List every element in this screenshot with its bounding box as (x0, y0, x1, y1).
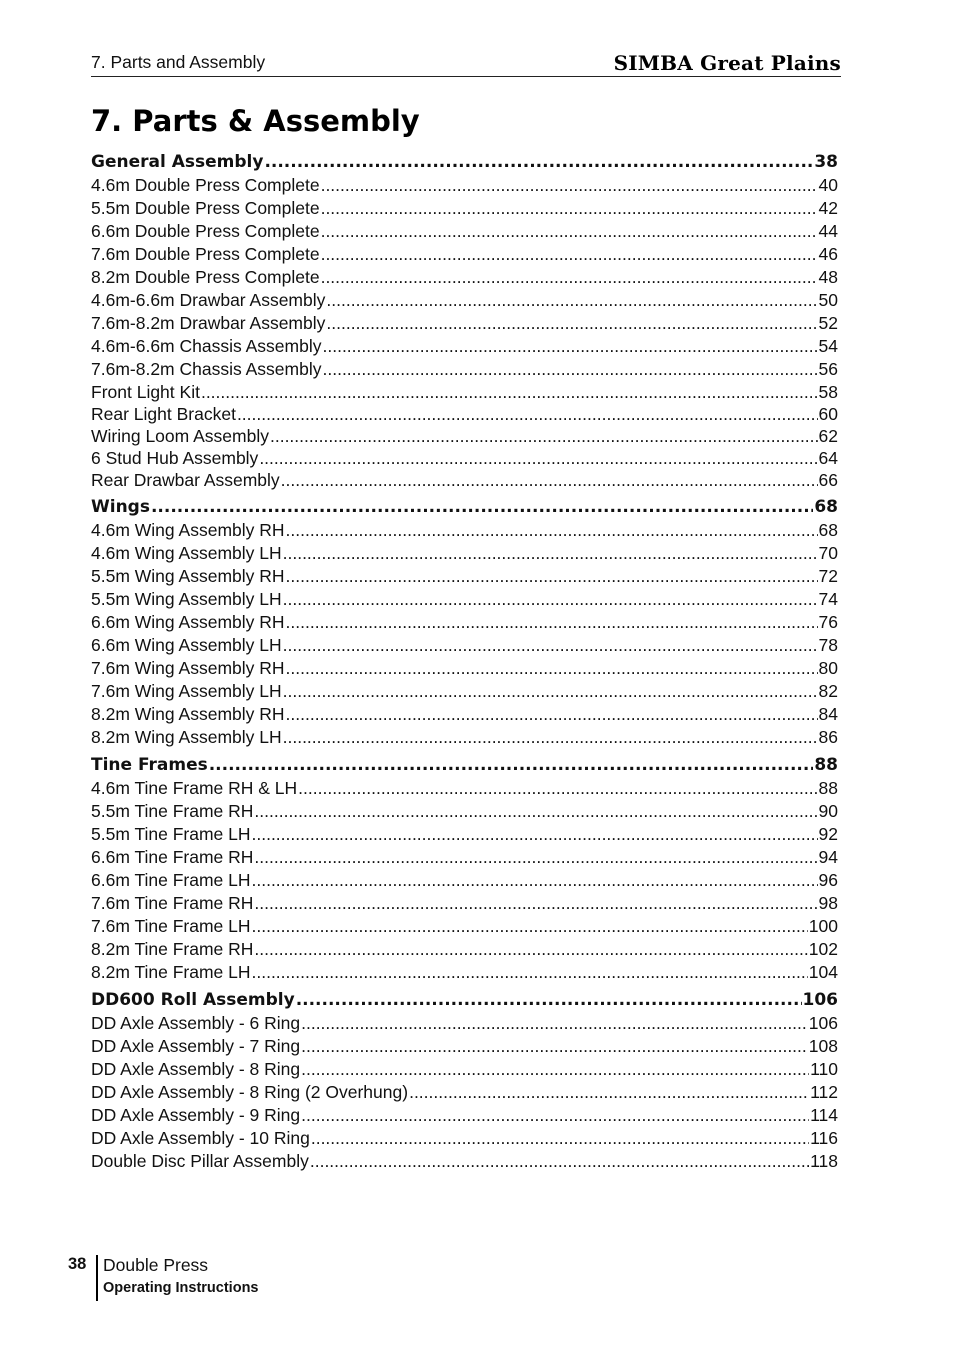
page-header (91, 50, 841, 77)
footer-page-number: 38 (68, 1255, 87, 1273)
toc-entry-label: Rear Drawbar Assembly (91, 470, 280, 490)
toc-section-heading[interactable] (91, 989, 838, 1012)
toc-entry[interactable] (91, 938, 838, 961)
toc-page-number: 94 (818, 847, 838, 867)
toc-entry-label: Double Disc Pillar Assembly (91, 1151, 309, 1171)
toc-dot-leader (301, 1104, 809, 1127)
toc-page-number: 40 (818, 175, 838, 195)
toc-entry[interactable] (91, 197, 838, 220)
toc-dot-leader (264, 151, 813, 174)
toc-dot-leader (286, 611, 818, 634)
toc-dot-leader (252, 869, 818, 892)
toc-page-number: 46 (818, 244, 838, 264)
toc-dot-leader (409, 1081, 809, 1104)
toc-entry-label: 5.5m Double Press Complete (91, 198, 320, 218)
toc-dot-leader (283, 634, 818, 657)
toc-page-number: 96 (818, 870, 838, 890)
toc-dot-leader (252, 915, 808, 938)
toc-entry[interactable] (91, 403, 838, 425)
toc-entry[interactable] (91, 425, 838, 447)
toc-dot-leader (323, 358, 818, 381)
toc-entry[interactable] (91, 1012, 838, 1035)
footer-divider (96, 1255, 98, 1301)
toc-entry-label: Tine Frames (91, 755, 208, 775)
toc-entry-label: 6.6m Wing Assembly LH (91, 635, 282, 655)
toc-page-number: 88 (814, 755, 838, 775)
toc-entry-label: 4.6m Double Press Complete (91, 175, 320, 195)
toc-entry-label: 7.6m Tine Frame RH (91, 893, 254, 913)
toc-entry-label: 4.6m Wing Assembly LH (91, 543, 282, 563)
toc-dot-leader (301, 1035, 808, 1058)
toc-page-number: 48 (818, 267, 838, 287)
toc-page-number: 90 (818, 801, 838, 821)
toc-entry-label: Rear Light Bracket (91, 404, 236, 424)
toc-entry-label: 7.6m-8.2m Drawbar Assembly (91, 313, 326, 333)
toc-entry[interactable] (91, 174, 838, 197)
toc-page-number: 76 (818, 612, 838, 632)
toc-dot-leader (254, 938, 807, 961)
toc-entry-label: 8.2m Double Press Complete (91, 267, 320, 287)
toc-entry[interactable] (91, 588, 838, 611)
toc-page-number: 98 (818, 893, 838, 913)
footer-document-subtitle: Operating Instructions (103, 1280, 259, 1296)
brand-logo-text: SIMBA Great Plains (613, 51, 841, 75)
toc-dot-leader (151, 496, 813, 519)
toc-entry-label: General Assembly (91, 152, 264, 172)
toc-page-number: 112 (810, 1082, 838, 1102)
toc-page-number: 60 (818, 404, 838, 424)
toc-entry[interactable] (91, 846, 838, 869)
toc-dot-leader (301, 1058, 809, 1081)
toc-dot-leader (254, 800, 817, 823)
toc-entry-label: 6.6m Tine Frame RH (91, 847, 254, 867)
toc-page-number: 84 (818, 704, 838, 724)
toc-entry-label: DD Axle Assembly - 10 Ring (91, 1128, 310, 1148)
toc-page-number: 70 (818, 543, 838, 563)
toc-entry-label: Wiring Loom Assembly (91, 426, 269, 446)
toc-entry-label: 5.5m Wing Assembly RH (91, 566, 285, 586)
toc-page-number: 62 (818, 426, 838, 446)
toc-entry-label: 7.6m-8.2m Chassis Assembly (91, 359, 322, 379)
toc-page-number: 44 (818, 221, 838, 241)
toc-page-number: 86 (818, 727, 838, 747)
toc-dot-leader (326, 312, 817, 335)
toc-page-number: 72 (818, 566, 838, 586)
toc-entry[interactable] (91, 335, 838, 358)
toc-dot-leader (321, 174, 818, 197)
toc-entry-label: 6.6m Wing Assembly RH (91, 612, 285, 632)
page-title: 7. Parts & Assembly (91, 104, 420, 138)
toc-page-number: 58 (818, 382, 838, 402)
toc-entry[interactable] (91, 869, 838, 892)
toc-dot-leader (283, 588, 818, 611)
toc-entry-label: DD Axle Assembly - 8 Ring (2 Overhung) (91, 1082, 409, 1102)
toc-entry-label: Wings (91, 497, 150, 517)
toc-entry[interactable] (91, 243, 838, 266)
toc-entry[interactable] (91, 381, 838, 403)
toc-entry[interactable] (91, 1104, 838, 1127)
toc-entry-label: 7.6m Wing Assembly RH (91, 658, 285, 678)
toc-entry[interactable] (91, 312, 838, 335)
toc-entry[interactable] (91, 1150, 838, 1173)
table-of-contents (91, 151, 838, 1173)
toc-page-number: 102 (808, 939, 838, 959)
toc-entry-label: 8.2m Tine Frame RH (91, 939, 254, 959)
toc-section-heading[interactable] (91, 496, 838, 519)
toc-dot-leader (252, 961, 808, 984)
toc-section-heading[interactable] (91, 754, 838, 777)
toc-dot-leader (281, 469, 818, 491)
toc-entry[interactable] (91, 1127, 838, 1150)
toc-dot-leader (311, 1127, 809, 1150)
toc-page-number: 92 (818, 824, 838, 844)
toc-dot-leader (286, 565, 818, 588)
toc-dot-leader (321, 197, 818, 220)
toc-dot-leader (326, 289, 817, 312)
toc-entry[interactable] (91, 961, 838, 984)
toc-dot-leader (286, 657, 818, 680)
toc-entry-label: 5.5m Tine Frame LH (91, 824, 251, 844)
toc-entry-label: 5.5m Wing Assembly LH (91, 589, 282, 609)
toc-dot-leader (254, 846, 817, 869)
footer-document-title: Double Press (103, 1255, 209, 1275)
toc-dot-leader (201, 381, 818, 403)
toc-entry-label: DD600 Roll Assembly (91, 990, 295, 1010)
toc-entry-label: 8.2m Tine Frame LH (91, 962, 251, 982)
toc-entry[interactable] (91, 1035, 838, 1058)
toc-dot-leader (321, 220, 818, 243)
toc-entry[interactable] (91, 680, 838, 703)
toc-entry[interactable] (91, 358, 838, 381)
toc-page-number: 80 (818, 658, 838, 678)
toc-entry[interactable] (91, 800, 838, 823)
toc-dot-leader (270, 425, 818, 447)
toc-page-number: 110 (810, 1059, 838, 1079)
toc-entry-label: 4.6m-6.6m Chassis Assembly (91, 336, 322, 356)
toc-page-number: 106 (808, 1013, 838, 1033)
toc-entry[interactable] (91, 266, 838, 289)
toc-entry[interactable] (91, 777, 838, 800)
toc-entry-label: 8.2m Wing Assembly RH (91, 704, 285, 724)
toc-entry[interactable] (91, 657, 838, 680)
toc-page-number: 50 (818, 290, 838, 310)
toc-dot-leader (283, 680, 818, 703)
toc-entry-label: 7.6m Wing Assembly LH (91, 681, 282, 701)
toc-entry-label: 6 Stud Hub Assembly (91, 448, 259, 468)
toc-entry-label: 4.6m Wing Assembly RH (91, 520, 285, 540)
toc-page-number: 118 (810, 1151, 838, 1171)
toc-entry[interactable] (91, 447, 838, 469)
toc-dot-leader (296, 989, 802, 1012)
toc-dot-leader (321, 266, 818, 289)
toc-entry[interactable] (91, 634, 838, 657)
toc-dot-leader (310, 1150, 809, 1173)
toc-entry-label: DD Axle Assembly - 6 Ring (91, 1013, 301, 1033)
toc-entry-label: 7.6m Tine Frame LH (91, 916, 251, 936)
toc-page-number: 116 (810, 1128, 838, 1148)
toc-entry[interactable] (91, 289, 838, 312)
toc-entry[interactable] (91, 469, 838, 491)
toc-dot-leader (286, 703, 818, 726)
toc-entry[interactable] (91, 892, 838, 915)
toc-entry-label: 7.6m Double Press Complete (91, 244, 320, 264)
toc-entry-label: DD Axle Assembly - 8 Ring (91, 1059, 301, 1079)
toc-page-number: 82 (818, 681, 838, 701)
toc-page-number: 52 (818, 313, 838, 333)
toc-dot-leader (301, 1012, 808, 1035)
toc-entry[interactable] (91, 519, 838, 542)
toc-page-number: 78 (818, 635, 838, 655)
toc-dot-leader (237, 403, 818, 425)
toc-entry-label: Front Light Kit (91, 382, 200, 402)
toc-entry-label: DD Axle Assembly - 9 Ring (91, 1105, 301, 1125)
toc-entry[interactable] (91, 915, 838, 938)
toc-page-number: 88 (818, 778, 838, 798)
toc-page-number: 66 (818, 470, 838, 490)
header-section-title: 7. Parts and Assembly (91, 52, 266, 72)
toc-dot-leader (323, 335, 818, 358)
toc-dot-leader (259, 447, 817, 469)
toc-entry[interactable] (91, 1058, 838, 1081)
toc-page-number: 74 (818, 589, 838, 609)
toc-section-heading[interactable] (91, 151, 838, 174)
toc-page-number: 68 (818, 520, 838, 540)
toc-entry-label: 6.6m Tine Frame LH (91, 870, 251, 890)
toc-page-number: 100 (808, 916, 838, 936)
toc-entry[interactable] (91, 565, 838, 588)
toc-page-number: 108 (808, 1036, 838, 1056)
toc-page-number: 114 (810, 1105, 838, 1125)
toc-page-number: 104 (808, 962, 838, 982)
toc-entry[interactable] (91, 1081, 838, 1104)
toc-entry[interactable] (91, 542, 838, 565)
toc-entry-label: 8.2m Wing Assembly LH (91, 727, 282, 747)
toc-page-number: 106 (802, 990, 838, 1010)
toc-dot-leader (254, 892, 817, 915)
toc-entry-label: 6.6m Double Press Complete (91, 221, 320, 241)
toc-entry-label: 5.5m Tine Frame RH (91, 801, 254, 821)
toc-page-number: 56 (818, 359, 838, 379)
toc-entry-label: 4.6m-6.6m Drawbar Assembly (91, 290, 326, 310)
toc-dot-leader (283, 542, 818, 565)
toc-dot-leader (209, 754, 814, 777)
toc-entry-label: DD Axle Assembly - 7 Ring (91, 1036, 301, 1056)
toc-entry[interactable] (91, 703, 838, 726)
toc-entry[interactable] (91, 611, 838, 634)
toc-page-number: 54 (818, 336, 838, 356)
toc-dot-leader (286, 519, 818, 542)
toc-dot-leader (298, 777, 817, 800)
toc-dot-leader (283, 726, 818, 749)
toc-entry-label: 4.6m Tine Frame RH & LH (91, 778, 298, 798)
toc-entry[interactable] (91, 220, 838, 243)
toc-entry[interactable] (91, 823, 838, 846)
toc-dot-leader (321, 243, 818, 266)
toc-dot-leader (252, 823, 818, 846)
toc-entry[interactable] (91, 726, 838, 749)
toc-page-number: 38 (814, 152, 838, 172)
toc-page-number: 68 (814, 497, 838, 517)
toc-page-number: 42 (818, 198, 838, 218)
toc-page-number: 64 (818, 448, 838, 468)
